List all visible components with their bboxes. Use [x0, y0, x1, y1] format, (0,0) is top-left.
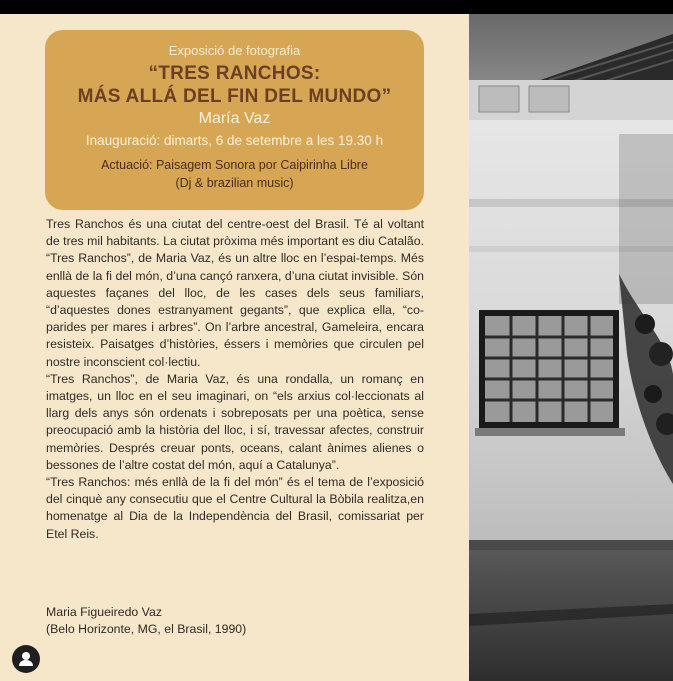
signature-origin: (Belo Horizonte, MG, el Brasil, 1990)	[46, 622, 247, 637]
user-avatar-glyph	[12, 645, 40, 673]
performance-line-1: Actuació: Paisagem Sonora por Caipirinha Libre	[101, 158, 368, 172]
top-bar	[0, 0, 673, 14]
exhibition-title-line-1: “TRES RANCHOS:	[148, 63, 321, 84]
paragraph-2: “Tres Ranchos”, de Maria Vaz, és una rondalla, un romanç en imatges, un lloc en el seu imaginari, on “els arxius col·leccionats al llarg dels anys són ordenats i sobreposats per una poètica, sense preocupació amb la història del lloc, i sí, travessar afectes, construir memòries. Després creuar ponts, oceans, calant ànimes alienes o bessones de l’altre costat del món, aquí a Catalunya”.	[46, 371, 424, 472]
artist-signature	[46, 604, 246, 638]
exhibition-type-label: Exposició de fotografia	[168, 43, 301, 58]
signature-name: Maria Figueiredo Vaz	[46, 605, 162, 619]
exhibition-banner	[45, 30, 424, 210]
exhibition-title-line-2: MÁS ALLÁ DEL FIN DEL MUNDO”	[77, 86, 392, 107]
description-text	[46, 216, 424, 543]
opening-date: Inauguració: dimarts, 6 de setembre a les 19.30 h	[85, 133, 384, 148]
artist-name: María Vaz	[198, 110, 271, 127]
user-avatar-icon[interactable]	[12, 645, 40, 673]
paragraph-3: “Tres Ranchos: més enllà de la fi del món” és el tema de l’exposició del cinquè any consecutiu que el Centre Cultural la Bòbila realitza,en homenatge al Dia de la Independència del Brasil, comissariat per Etel Reis.	[46, 475, 424, 541]
paragraph-1: Tres Ranchos és una ciutat del centre-oest del Brasil. Té al voltant de tres mil habitants. La ciutat pròxima més important es diu Catalão. “Tres Ranchos”, de Maria Vaz, és un altre lloc en l’espai-temps. Més enllà de la fi del món, d’una cançó ranxera, d’una ciutat invisible. Són aquestes façanes del lloc, de les cases dels seus familiars, “d’aquestes dones estranyament gegants”, que explica ella, “co-parides per mares i arbres”. On l’arbre ancestral, Gameleira, encara resisteix. Paisatges d’històries, éssers i memòries que circulen pel nostre inconscient col·lectiu.	[46, 217, 424, 369]
building-photograph	[469, 14, 673, 681]
performance-line-2: (Dj & brazilian music)	[175, 176, 294, 190]
